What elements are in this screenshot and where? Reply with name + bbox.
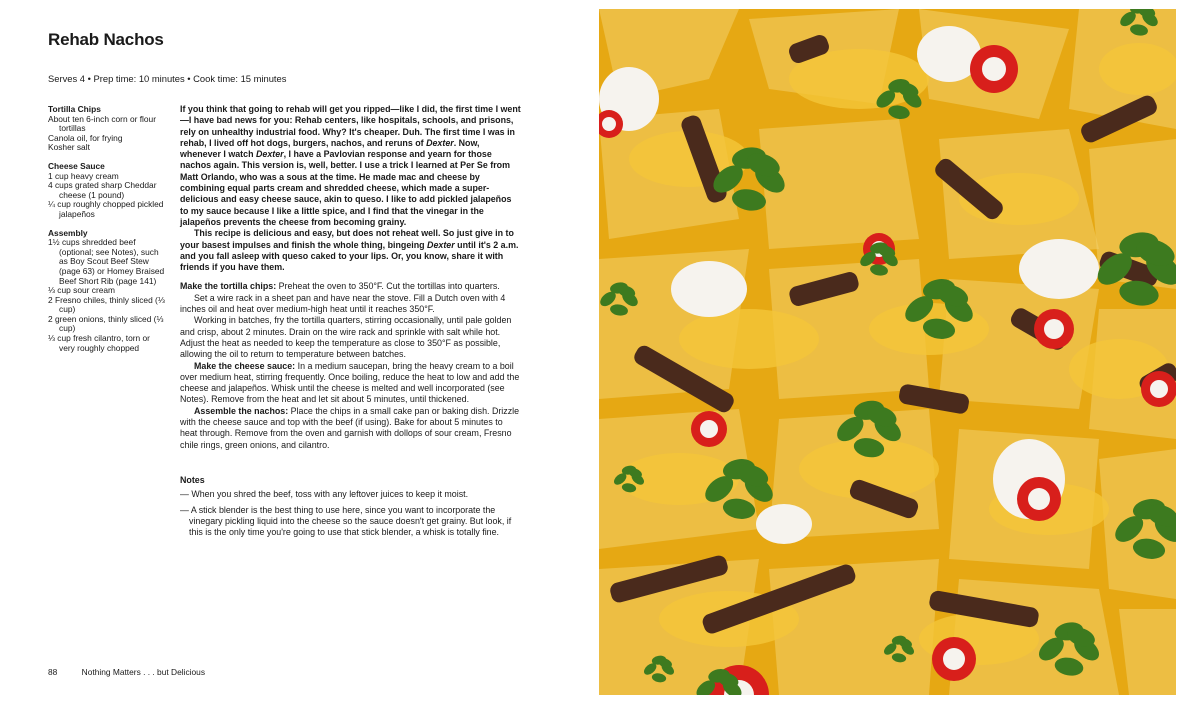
- page-number: 88: [48, 667, 58, 677]
- note-item: — When you shred the beef, toss with any leftover juices to keep it moist.: [180, 489, 469, 500]
- recipe-meta: Serves 4 • Prep time: 10 minutes • Cook time: 15 minutes: [48, 73, 287, 84]
- left-page: [0, 0, 598, 719]
- note-item: — A stick blender is the best thing to use here, since you want to incorporate the vinegary pickling liquid into the cheese so the sauce doesn't get grainy. But look, if this is the only time you're going to use that stick blender, a whisk is totally fine.: [180, 504, 512, 538]
- chile-seed-center: [1028, 488, 1050, 510]
- italic-title: Dexter: [255, 149, 284, 160]
- step-label: Make the cheese sauce:: [194, 360, 296, 371]
- ingredient-group-heading: Cheese Sauce: [48, 160, 105, 171]
- notes-section: [180, 475, 522, 538]
- ingredient-line: Kosher salt: [48, 142, 90, 153]
- chile-seed-center: [1150, 380, 1168, 398]
- headnote: [180, 104, 522, 273]
- ingredient-group-tortilla-chips: [48, 105, 168, 153]
- ingredient-line: 2 green onions, thinly sliced (⅓ cup): [48, 313, 164, 334]
- ingredient-line: 1 cup heavy cream: [48, 170, 119, 181]
- chile-seed-center: [1044, 319, 1064, 339]
- text-run: . Now, whenever I watch: [180, 137, 480, 160]
- chile-seed-center: [602, 117, 616, 131]
- headnote-paragraph: [180, 104, 522, 228]
- step-text: Place the chips in a small cake pan or baking dish. Drizzle with the cheese sauce and top with the beef (if using). Bake for about 5 minutes to heat through. Remove from the oven and garnish with dollops of sour cream, Fresno chile rings, green onions, and cilantro.: [180, 405, 520, 450]
- ingredient-group-heading: Assembly: [48, 227, 88, 238]
- ingredient-group-assembly: [48, 229, 168, 354]
- italic-title: Dexter: [427, 239, 455, 250]
- step-label: Make the tortilla chips:: [180, 281, 277, 292]
- text-run: This recipe is delicious and easy, but does not reheat well. So just give in to your basest impulses and finish the whole thing, bingeing: [180, 228, 514, 250]
- nachos-photo: [599, 9, 1176, 695]
- ingredient-line: ⅓ cup sour cream: [48, 285, 116, 296]
- book-title: Nothing Matters . . . but Delicious: [81, 667, 206, 677]
- ingredient-line: ¼ cup roughly chopped pickled jalapeños: [48, 199, 164, 219]
- ingredients-column: [48, 105, 168, 362]
- chile-seed-center: [982, 57, 1006, 81]
- ingredient-line: 4 cups grated sharp Cheddar cheese (1 pound): [48, 180, 157, 200]
- cheese-highlight: [679, 309, 819, 369]
- nachos-illustration: [599, 9, 1176, 695]
- recipe-title: Rehab Nachos: [48, 30, 164, 49]
- italic-title: Dexter: [426, 137, 454, 148]
- cheese-highlight: [1099, 43, 1176, 95]
- method-step: [180, 315, 522, 360]
- chile-seed-center: [943, 648, 965, 670]
- ingredient-line: ⅓ cup fresh cilantro, torn or very roughly chopped: [48, 333, 150, 353]
- text-run: If you think that going to rehab will get you ripped—like I did, the first time I went—I have bad news for you: Rehab centers, like hospitals, schools, and prisons, rely on unhealthy industrial food. Why? It's cheaper. Duh. The first time I was in rehab, I lived off hot dogs, burgers, nachos, and reruns of: [180, 104, 521, 148]
- ingredient-line: About ten 6-inch corn or flour tortillas: [48, 113, 157, 134]
- ingredient-group-heading: Tortilla Chips: [48, 104, 101, 114]
- chile-seed-center: [700, 420, 718, 438]
- ingredient-line: 2 Fresno chiles, thinly sliced (⅓ cup): [48, 294, 165, 315]
- method-column: [180, 104, 522, 542]
- step-text: Working in batches, fry the tortilla quarters, stirring occasionally, until pale golden and crisp, about 2 minutes. Drain on the wire rack and sprinkle with salt while hot. Adjust the heat as needed to keep the temperature as close to 350°F as possible, allowing the oil to return to temperature between batches.: [180, 315, 512, 360]
- method-steps: [180, 281, 522, 450]
- ingredient-line: 1½ cups shredded beef (optional; see Notes), such as Boy Scout Beef Stew (page 63) or Homey Braised Beef Short Rib (page 141): [48, 237, 165, 286]
- page-footer: [48, 667, 205, 677]
- step-text: Set a wire rack in a sheet pan and have near the stove. Fill a Dutch oven with 4 inches oil and heat over medium-high heat until it reaches 350°F.: [180, 292, 506, 315]
- text-run: , I have a Pavlovian response and yearn for those nachos again. This version is, well, better. I use a trick I learned at Per Se from Matt Orlando, who was a sous at the time. He made mac and cheese by combining equal parts cream and shredded cheese, which made a super-delicious and easy cheese sauce, akin to queso. I like to add pickled jalapeños to my sauce because I like a little spice, and I find that the vinegar in the jalapeños prevents the cheese from becoming grainy.: [180, 149, 512, 227]
- sour-cream: [671, 261, 747, 317]
- step-text: In a medium saucepan, bring the heavy cream to a boil over medium heat, stirring frequently. Once boiling, reduce the heat to low and add the cheese and jalapeños. Whisk until the cheese is melted and well incorporated (see Notes). Remove from the heat and let sit about 5 minutes, until thickened.: [180, 360, 520, 405]
- sour-cream: [756, 504, 812, 544]
- step-text: Preheat the oven to 350°F. Cut the tortillas into quarters.: [276, 281, 500, 292]
- headnote-paragraph: [180, 228, 522, 273]
- sour-cream: [1019, 239, 1099, 299]
- method-step: [180, 293, 522, 316]
- ingredient-line: Canola oil, for frying: [48, 132, 123, 143]
- method-step: [180, 361, 522, 406]
- ingredient-group-cheese-sauce: [48, 162, 168, 220]
- notes-heading: Notes: [180, 474, 205, 485]
- step-label: Assemble the nachos:: [194, 405, 289, 416]
- method-step: [180, 406, 522, 451]
- tortilla-chip: [1119, 609, 1176, 695]
- text-run: until it's 2 a.m. and you fall asleep with queso caked to your lips. Or, you know, share it with friends if you have them.: [180, 239, 519, 273]
- method-step: [180, 281, 522, 292]
